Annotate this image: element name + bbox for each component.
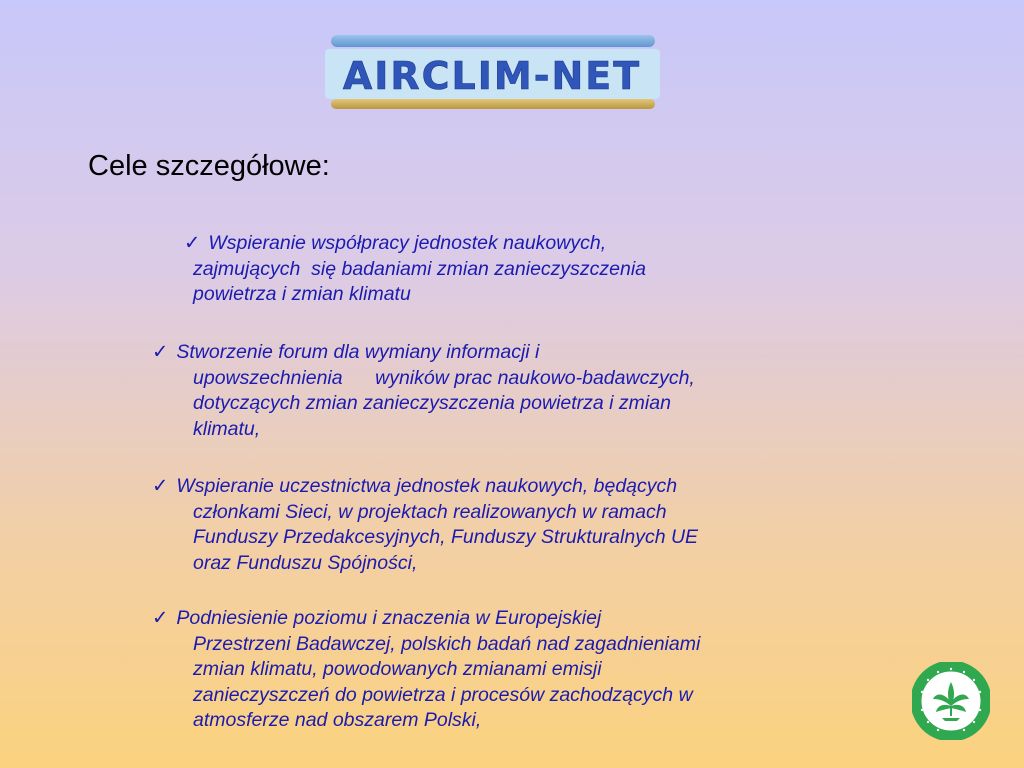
logo-text: AIRCLIM-NET xyxy=(342,54,642,98)
checkmark-icon: ✓ xyxy=(152,607,169,629)
checkmark-icon: ✓ xyxy=(152,341,169,363)
item-line: powietrza i zmian klimatu xyxy=(193,283,411,305)
objective-item-4 xyxy=(152,606,700,734)
item-line xyxy=(152,474,698,500)
item-line: zajmujących się badaniami zmian zanieczyszczenia xyxy=(193,257,647,280)
checkmark-icon: ✓ xyxy=(152,475,169,497)
item-line xyxy=(152,606,700,632)
item-line: upowszechnienia wyników prac naukowo-badawczych, xyxy=(193,366,695,389)
item-line: zmian klimatu, powodowanych zmianami emisji xyxy=(193,658,602,680)
item-text: Wspieranie współpracy jednostek naukowych, xyxy=(208,232,607,254)
checkmark-icon: ✓ xyxy=(184,232,201,254)
item-line: dotyczących zmian zanieczyszczenia powietrza i zmian xyxy=(193,392,671,414)
item-line: Przestrzeni Badawczej, polskich badań nad zagadnieniami xyxy=(193,632,701,655)
objective-item-2 xyxy=(152,340,695,442)
item-line: klimatu, xyxy=(193,417,261,440)
item-text: Stworzenie forum dla wymiany informacji i xyxy=(176,341,540,363)
objective-item-1 xyxy=(184,231,646,308)
item-line: atmosferze nad obszarem Polski, xyxy=(193,709,482,731)
institute-seal-logo xyxy=(912,662,990,740)
objective-item-3 xyxy=(152,474,698,576)
item-line: oraz Funduszu Spójności, xyxy=(193,551,418,574)
item-text: Wspieranie uczestnictwa jednostek naukowych, będących xyxy=(176,475,678,497)
item-line: zanieczyszczeń do powietrza i procesów zachodzących w xyxy=(193,683,693,706)
slide-title: Cele szczegółowe: xyxy=(88,150,330,182)
airclim-net-logo xyxy=(325,33,660,111)
item-line xyxy=(184,231,646,257)
item-text: Podniesienie poziomu i znaczenia w Europejskiej xyxy=(176,607,602,629)
item-line: Funduszy Przedakcesyjnych, Funduszy Strukturalnych UE xyxy=(193,526,699,548)
item-line: członkami Sieci, w projektach realizowanych w ramach xyxy=(193,500,667,523)
item-line xyxy=(152,340,695,366)
